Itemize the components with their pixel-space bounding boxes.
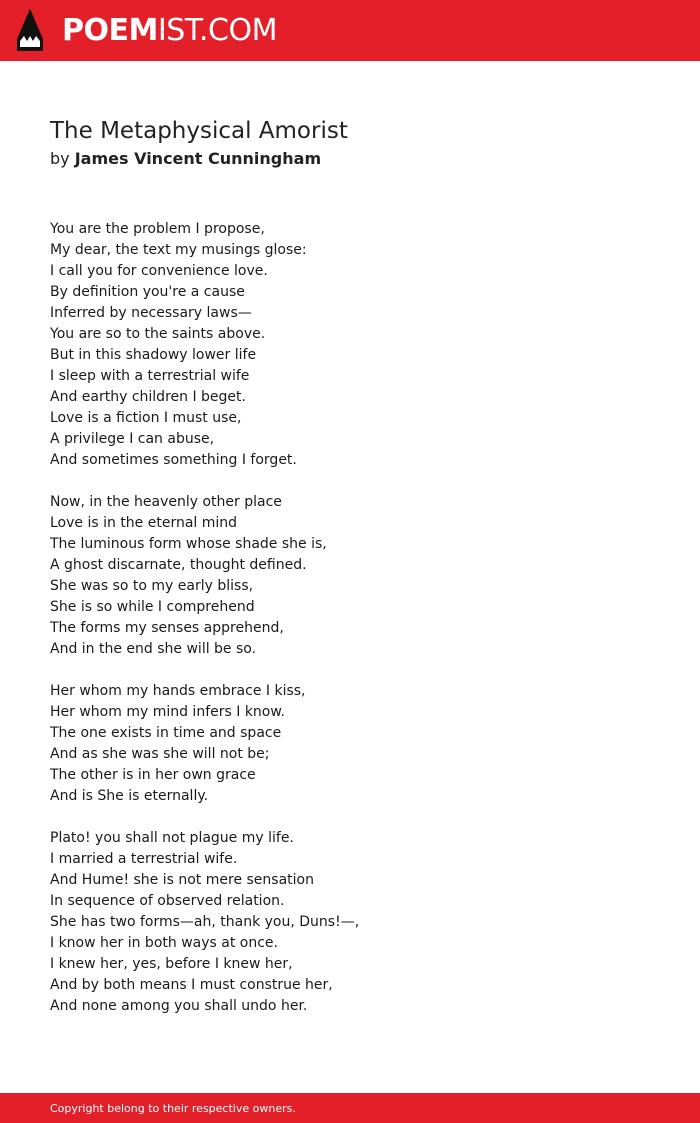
poem-line: The forms my senses apprehend, <box>50 620 284 636</box>
poem-line: A privilege I can abuse, <box>50 431 215 447</box>
poem-line: And earthy children I beget. <box>50 389 246 405</box>
poem-stanza <box>50 681 650 807</box>
poem-line: The one exists in time and space <box>50 725 282 741</box>
poem-line: And by both means I must construe her, <box>50 977 333 993</box>
poem-line: She is so while I comprehend <box>50 599 255 615</box>
poem-line: The luminous form whose shade she is, <box>50 536 327 552</box>
poem-line: Love is a fiction I must use, <box>50 410 242 426</box>
poem-line: Inferred by necessary laws— <box>50 305 252 321</box>
poem-line: Love is in the eternal mind <box>50 515 238 531</box>
poem-author: James Vincent Cunningham <box>74 149 322 168</box>
poem-line: Plato! you shall not plague my life. <box>50 830 294 846</box>
poem-line: And is She is eternally. <box>50 788 209 804</box>
poem-line: Her whom my mind infers I know. <box>50 704 285 720</box>
poem-line: The other is in her own grace <box>50 767 256 783</box>
poem-stanza <box>50 492 650 660</box>
poem-line: I call you for convenience love. <box>50 263 268 279</box>
by-label: by <box>50 149 70 168</box>
poem-line: In sequence of observed relation. <box>50 893 285 909</box>
poem-line: My dear, the text my musings glose: <box>50 242 307 258</box>
poem-line: I married a terrestrial wife. <box>50 851 238 867</box>
poem-line: By definition you're a cause <box>50 284 245 300</box>
poem-line: I know her in both ways at once. <box>50 935 278 951</box>
pencil-icon[interactable] <box>16 9 44 51</box>
poem-line: Now, in the heavenly other place <box>50 494 282 510</box>
site-logo[interactable] <box>62 13 277 49</box>
poem-line: She was so to my early bliss, <box>50 578 254 594</box>
poem-line: But in this shadowy lower life <box>50 347 257 363</box>
poem-line: I sleep with a terrestrial wife <box>50 368 250 384</box>
poem-body <box>50 219 650 1038</box>
poem-line: You are the problem I propose, <box>50 221 265 237</box>
poem-stanza <box>50 828 650 1017</box>
logo-text-bold: POEM <box>62 13 158 48</box>
site-header <box>0 0 700 61</box>
poem-line: A ghost discarnate, thought defined. <box>50 557 307 573</box>
poem-line: Her whom my hands embrace I kiss, <box>50 683 306 699</box>
poem-line: And as she was she will not be; <box>50 746 270 762</box>
poem-line: I knew her, yes, before I knew her, <box>50 956 293 972</box>
poem-line: You are so to the saints above. <box>50 326 266 342</box>
poem-title: The Metaphysical Amorist <box>50 118 348 144</box>
poem-line: And sometimes something I forget. <box>50 452 297 468</box>
poem-byline <box>50 148 321 170</box>
poem-line: And Hume! she is not mere sensation <box>50 872 314 888</box>
poem-line: And none among you shall undo her. <box>50 998 308 1014</box>
site-footer <box>0 1093 700 1123</box>
poem-stanza <box>50 219 650 471</box>
poem-line: And in the end she will be so. <box>50 641 257 657</box>
copyright-text: Copyright belong to their respective owners. <box>50 1102 296 1115</box>
poem-line: She has two forms—ah, thank you, Duns!—, <box>50 914 360 930</box>
logo-text-light: IST.COM <box>157 13 277 48</box>
